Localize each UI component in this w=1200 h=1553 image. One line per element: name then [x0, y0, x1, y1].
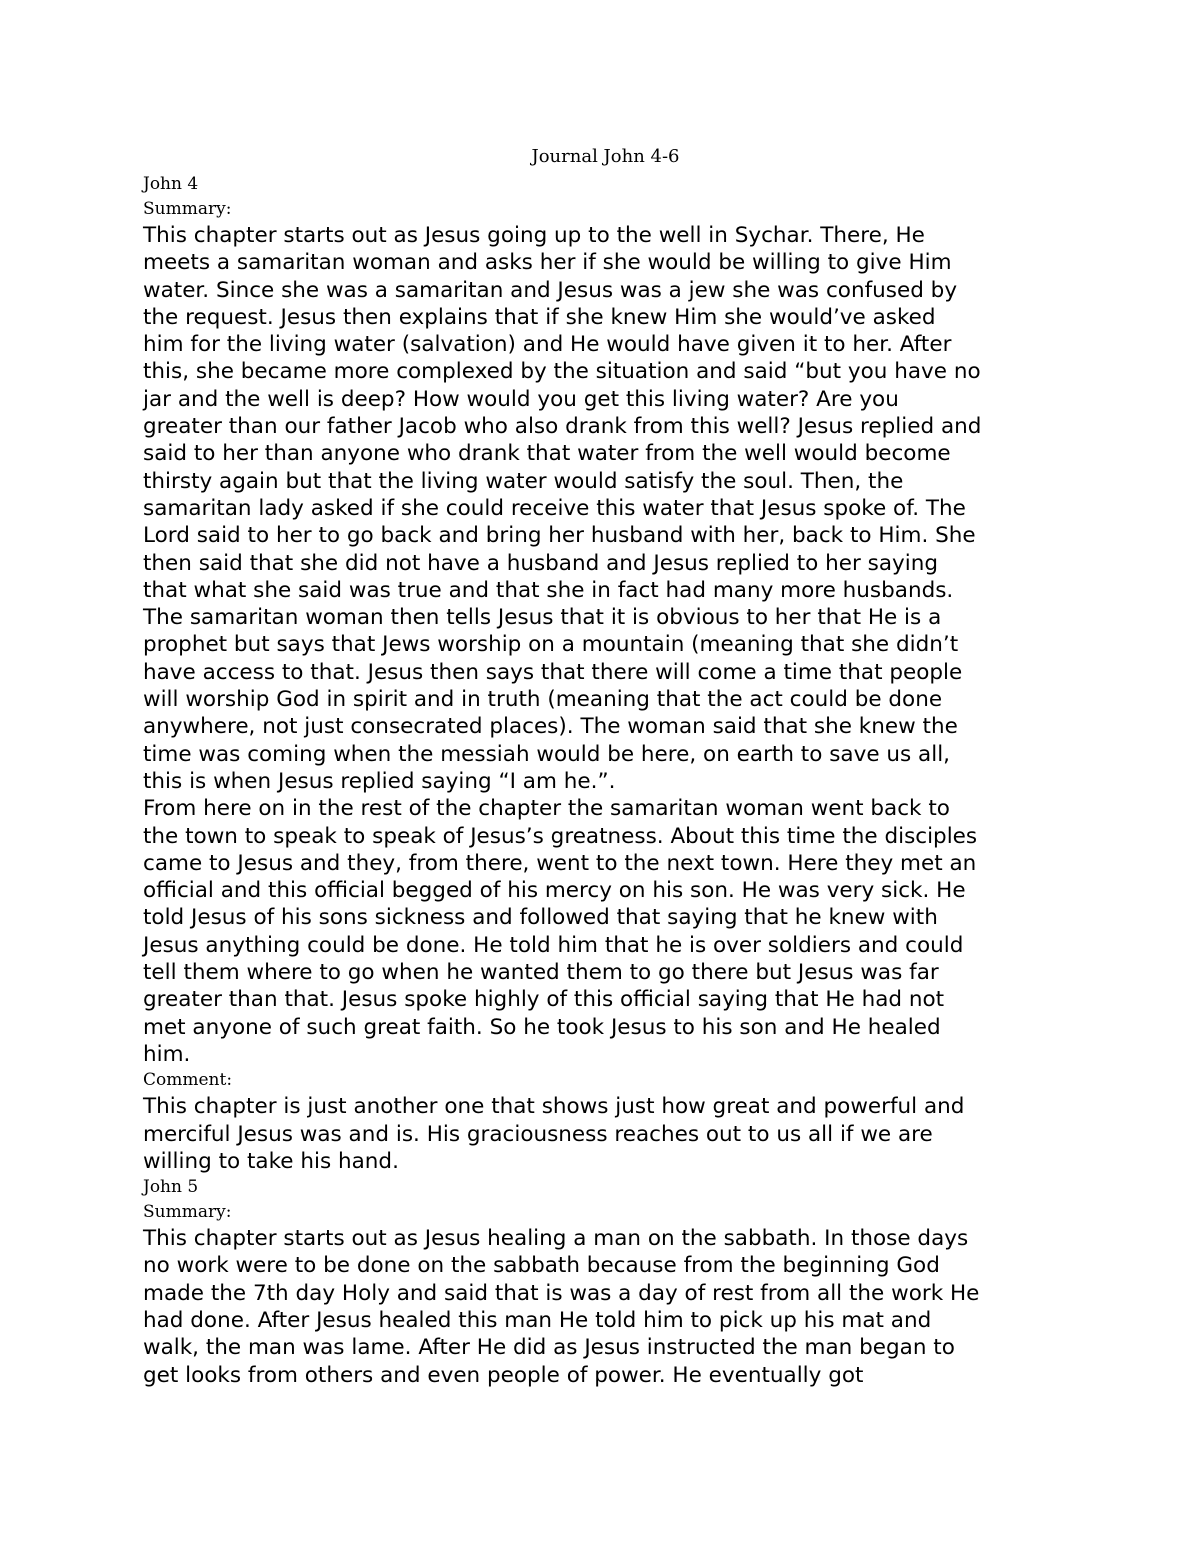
document-title: Journal John 4-6 [531, 146, 680, 167]
section-heading: John 4 [143, 174, 199, 194]
comment-label: Comment: [143, 1070, 233, 1091]
section-heading: John 5 [143, 1177, 199, 1198]
summary-paragraph: This chapter starts out as Jesus going up to the well in Sychar. There, He meets a samaritan woman and asks her if she would be willing to give Him water. Since she was a samaritan and Jesus was a jew she was confused by the request. Jesus then explains that if she knew Him she would’ve asked him for the living water (salvation) and He would have given it to her. After this, she became more complexed by the situation and said “but you have no jar and the well is deep? How would you get this living water? Are you greater than our father Jacob who also drank from this well? Jesus replied and said to her than anyone who drank that water from the well would become thirsty again but that the living water would satisfy the soul. Then, the samaritan lady asked if she could receive this water that Jesus spoke of. The Lord said to her to go back and bring her husband with her, back to Him. She then said that she did not have a husband and Jesus replied to her saying that what she said was true and that she in fact had many more husbands. The samaritan woman then tells Jesus that it is obvious to her that He is a prophet but says that Jews worship on a mountain (meaning that she didn’t have access to that. Jesus then says that there will come a time that people will worship God in spirit and in truth (meaning that the act could be done anywhere, not just consecrated places). The woman said that she knew the time was coming when the messiah would be here, on earth to save us all, this is when Jesus replied saying “I am he.”. [143, 223, 982, 794]
summary-label: Summary: [143, 199, 232, 219]
section-john-4 [143, 172, 1068, 1175]
summary-label: Summary: [143, 1202, 232, 1223]
summary-paragraph: This chapter starts out as Jesus healing a man on the sabbath. In those days no work were to be done on the sabbath because from the beginning God made the 7th day Holy and said that is was a day of rest from all the work He had done. After Jesus healed this man He told him to pick up his mat and walk, the man was lame. After He did as Jesus instructed the man began to get looks from others and even people of power. He eventually got [143, 1226, 980, 1388]
comment-paragraph: This chapter is just another one that shows just how great and powerful and merciful Jesus was and is. His graciousness reaches out to us all if we are willing to take his hand. [143, 1094, 965, 1174]
summary-paragraph-continued: From here on in the rest of the chapter the samaritan woman went back to the town to speak to speak of Jesus’s greatness. About this time the disciples came to Jesus and they, from there, went to the next town. Here they met an official and this official begged of his mercy on his son. He was very sick. He told Jesus of his sons sickness and followed that saying that he knew with Jesus anything could be done. He told him that he is over soldiers and could tell them where to go when he wanted them to go there but Jesus was far greater than that. Jesus spoke highly of this official saying that He had not met anyone of such great faith. So he took Jesus to his son and He healed him. [143, 796, 978, 1067]
section-john-5 [143, 1175, 1068, 1389]
document-body [143, 142, 1068, 1389]
